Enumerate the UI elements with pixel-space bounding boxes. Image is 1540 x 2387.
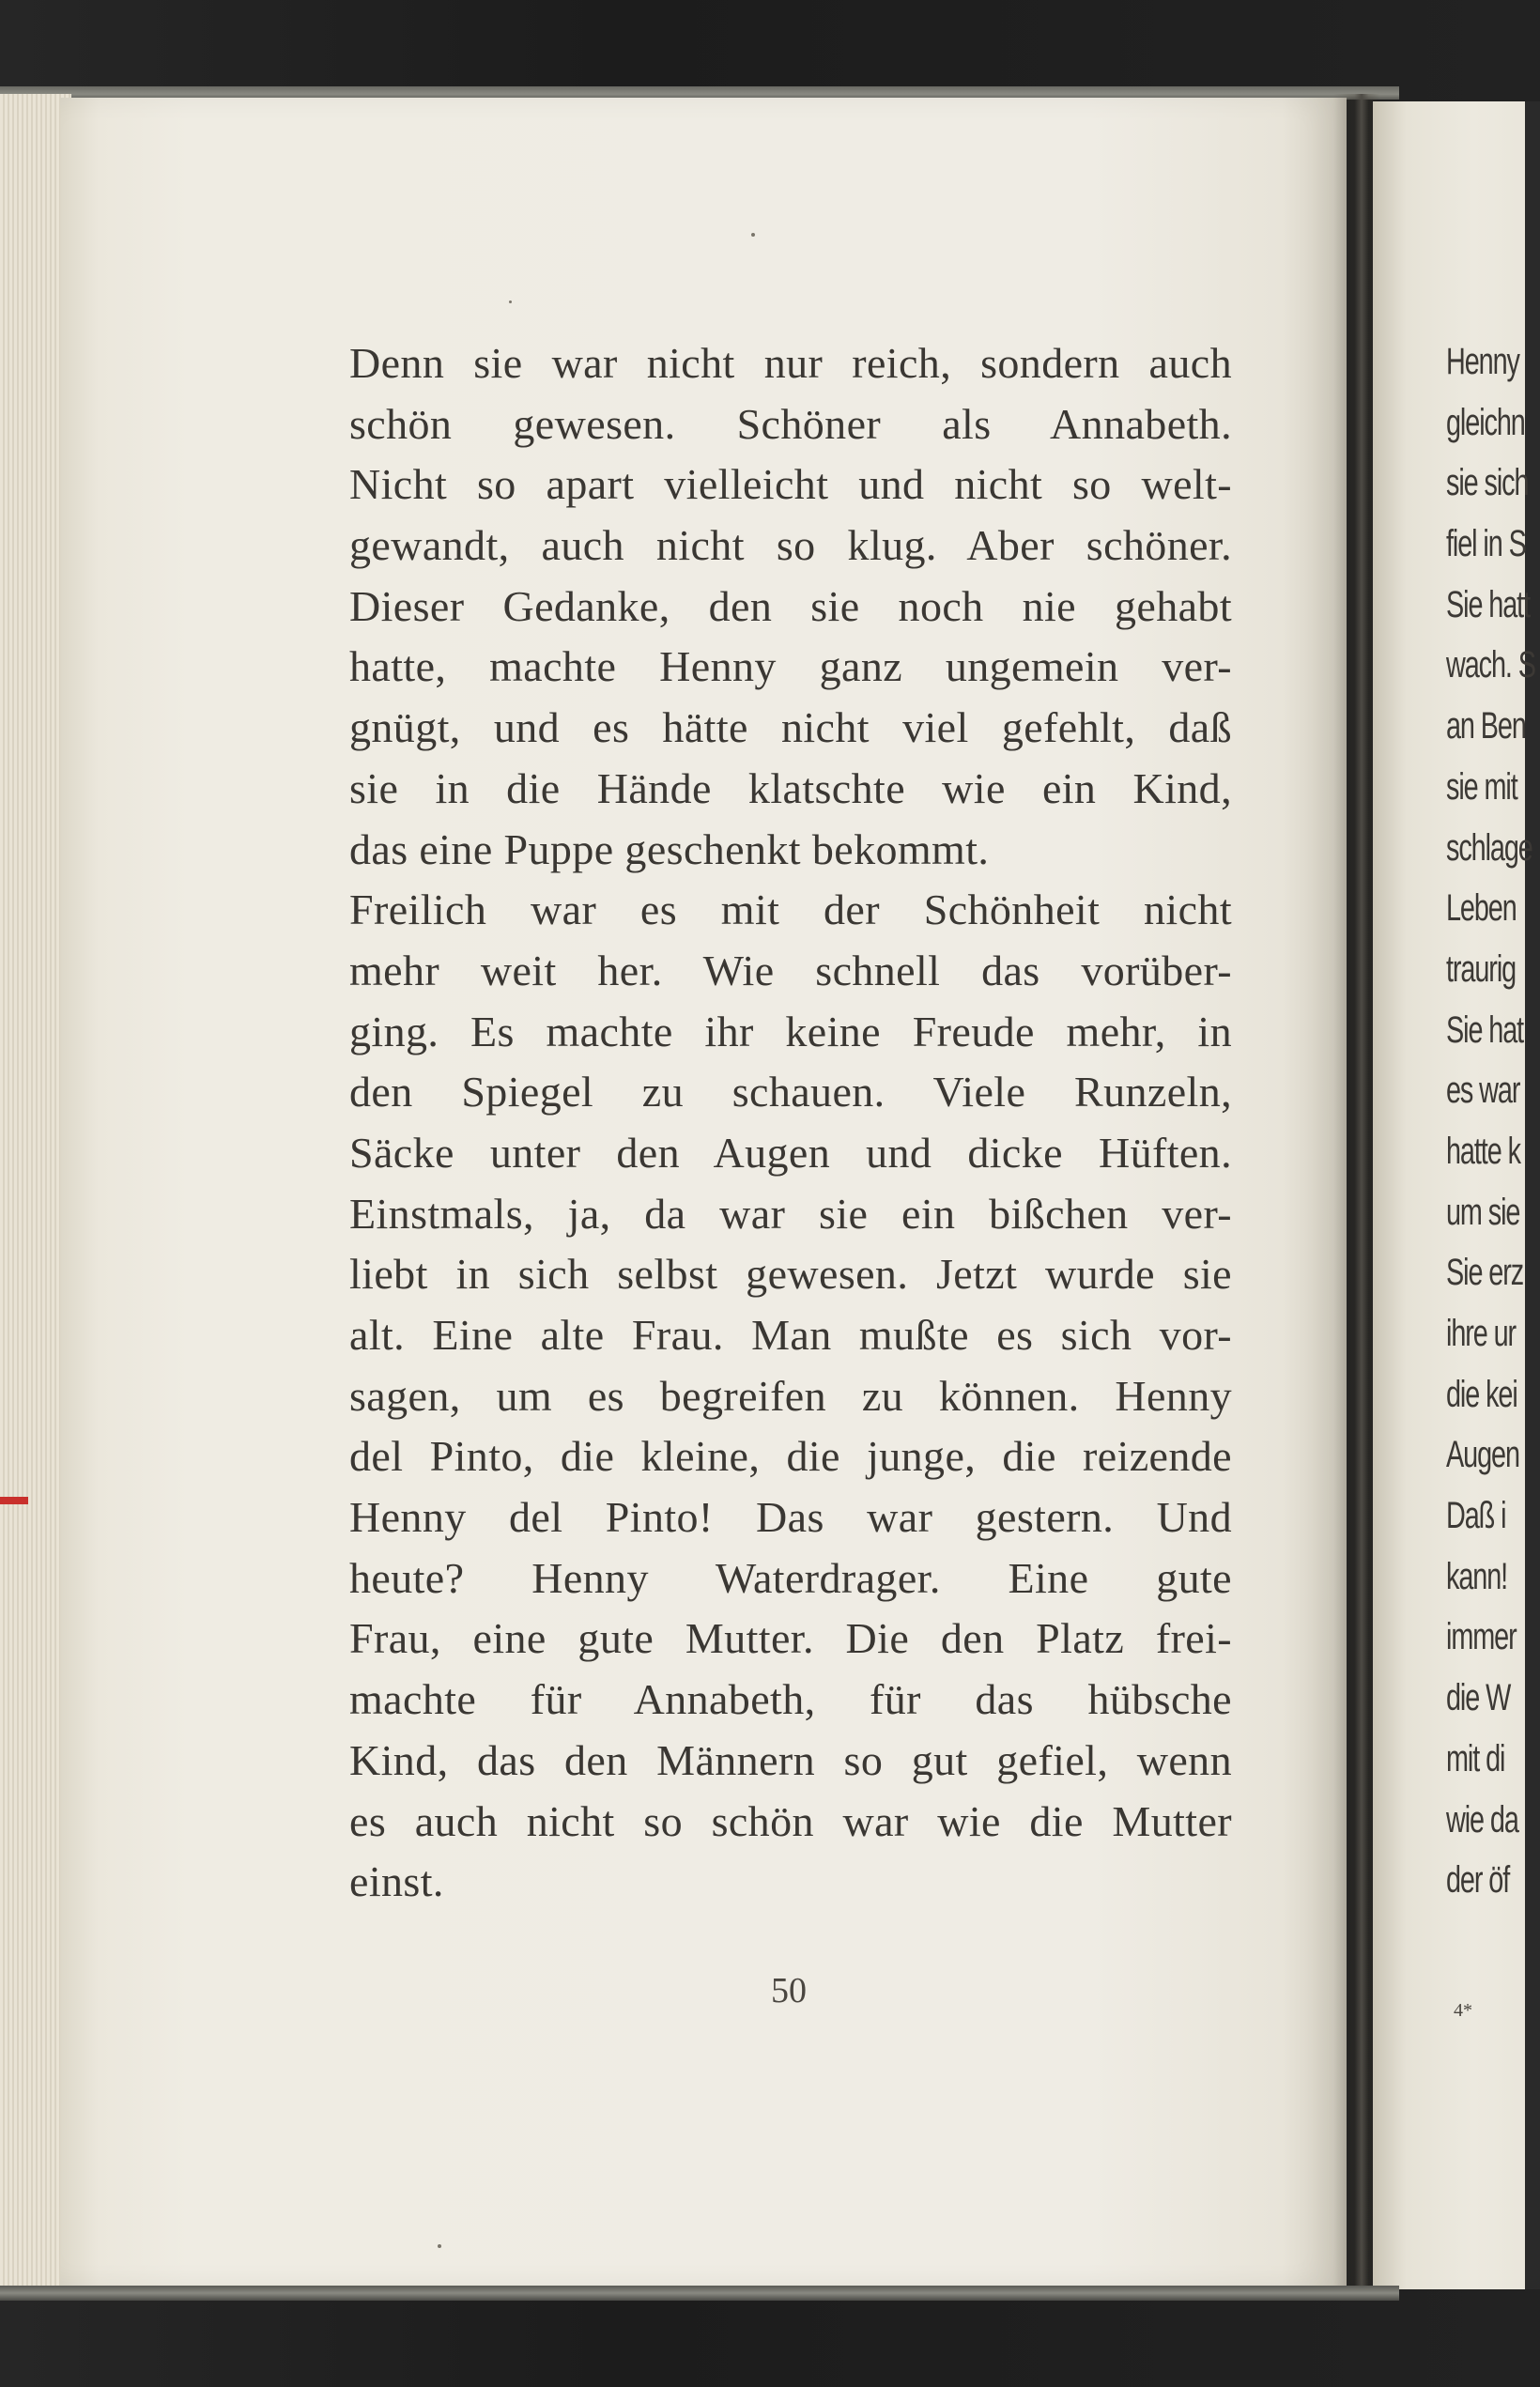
text-line-fragment: kann! xyxy=(1446,1555,1508,1597)
text-line: machte für Annabeth, für das hübsche xyxy=(349,1675,1232,1724)
text-line: gewandt, auch nicht so klug. Aber schöner. xyxy=(349,521,1232,570)
text-line: liebt in sich selbst gewesen. Jetzt wurde sie xyxy=(349,1250,1232,1299)
paper-speck xyxy=(438,2244,441,2248)
text-line-fragment: fiel in S xyxy=(1446,523,1526,565)
text-line: hatte, machte Henny ganz ungemein ver- xyxy=(349,642,1232,691)
right-page-text-fragments xyxy=(1446,331,1540,1911)
text-line: alt. Eine alte Frau. Man mußte es sich vor- xyxy=(349,1311,1232,1359)
text-line-fragment: gleichn xyxy=(1446,401,1525,443)
text-line-fragment: sie sich xyxy=(1446,462,1529,504)
text-line-fragment: Leben xyxy=(1446,887,1517,930)
text-line: gnügt, und es hätte nicht viel gefehlt, daß xyxy=(349,703,1232,752)
text-line: es auch nicht so schön war wie die Mutter xyxy=(349,1796,1232,1845)
edge-marker xyxy=(0,1497,28,1504)
text-line: Dieser Gedanke, den sie noch nie gehabt xyxy=(349,581,1232,630)
text-line-fragment: traurig xyxy=(1446,947,1517,990)
text-line-fragment: um sie xyxy=(1446,1191,1520,1233)
paper-speck xyxy=(751,233,755,237)
paper-speck xyxy=(509,300,512,303)
text-line-fragment: ihre ur xyxy=(1446,1313,1517,1354)
body-text xyxy=(349,333,1232,1913)
text-line-fragment: wach. S xyxy=(1446,644,1535,686)
text-line: sie in die Hände klatschte wie ein Kind, xyxy=(349,763,1232,812)
text-line: del Pinto, die kleine, die junge, die reizende xyxy=(349,1432,1232,1481)
text-line-fragment: immer xyxy=(1446,1616,1517,1658)
text-line-fragment: Sie hatt xyxy=(1446,583,1531,625)
text-line-fragment: Sie hat xyxy=(1446,1009,1524,1051)
text-line-fragment: sie mit xyxy=(1446,765,1517,808)
signature-mark: 4* xyxy=(1454,2000,1472,2021)
text-line-fragment: hatte k xyxy=(1446,1130,1520,1172)
text-line: Kind, das den Männern so gut gefiel, wenn xyxy=(349,1735,1232,1784)
text-line: mehr weit her. Wie schnell das vorüber- xyxy=(349,946,1232,994)
text-line: Denn sie war nicht nur reich, sondern auch xyxy=(349,339,1232,387)
text-line: Säcke unter den Augen und dicke Hüften. xyxy=(349,1128,1232,1177)
text-line: das eine Puppe geschenkt bekommt. xyxy=(349,824,990,873)
text-line-fragment: wie da xyxy=(1446,1798,1518,1840)
text-line-fragment: schlage xyxy=(1446,826,1532,869)
text-line: heute? Henny Waterdrager. Eine gute xyxy=(349,1553,1232,1602)
text-line: sagen, um es begreifen zu können. Henny xyxy=(349,1371,1232,1420)
text-line-fragment: Daß i xyxy=(1446,1495,1506,1537)
text-line: Freilich war es mit der Schönheit nicht xyxy=(349,886,1232,934)
text-line: Henny del Pinto! Das war gestern. Und xyxy=(349,1493,1232,1542)
text-line: Frau, eine gute Mutter. Die den Platz frei- xyxy=(349,1614,1232,1663)
text-line-fragment: die W xyxy=(1446,1677,1511,1719)
text-line: den Spiegel zu schauen. Viele Runzeln, xyxy=(349,1068,1232,1116)
cover-board-bottom xyxy=(0,2286,1399,2301)
text-line-fragment: es war xyxy=(1446,1070,1520,1112)
text-line-fragment: die kei xyxy=(1446,1373,1517,1415)
text-line: Nicht so apart vielleicht und nicht so welt- xyxy=(349,460,1232,509)
text-line: schön gewesen. Schöner als Annabeth. xyxy=(349,399,1232,448)
text-line-fragment: der öf xyxy=(1446,1859,1510,1902)
text-line-fragment: mit di xyxy=(1446,1737,1505,1779)
text-line-fragment: Sie erz xyxy=(1446,1252,1524,1294)
text-line: ging. Es machte ihr keine Freude mehr, in xyxy=(349,1007,1232,1055)
page-number: 50 xyxy=(771,1971,807,2010)
text-line: Einstmals, ja, da war sie ein bißchen ver- xyxy=(349,1189,1232,1238)
text-line-fragment: Augen xyxy=(1446,1434,1519,1476)
text-line: einst. xyxy=(349,1857,444,1906)
text-line-fragment: an Ben xyxy=(1446,705,1526,747)
text-line-fragment: Henny xyxy=(1446,341,1519,382)
